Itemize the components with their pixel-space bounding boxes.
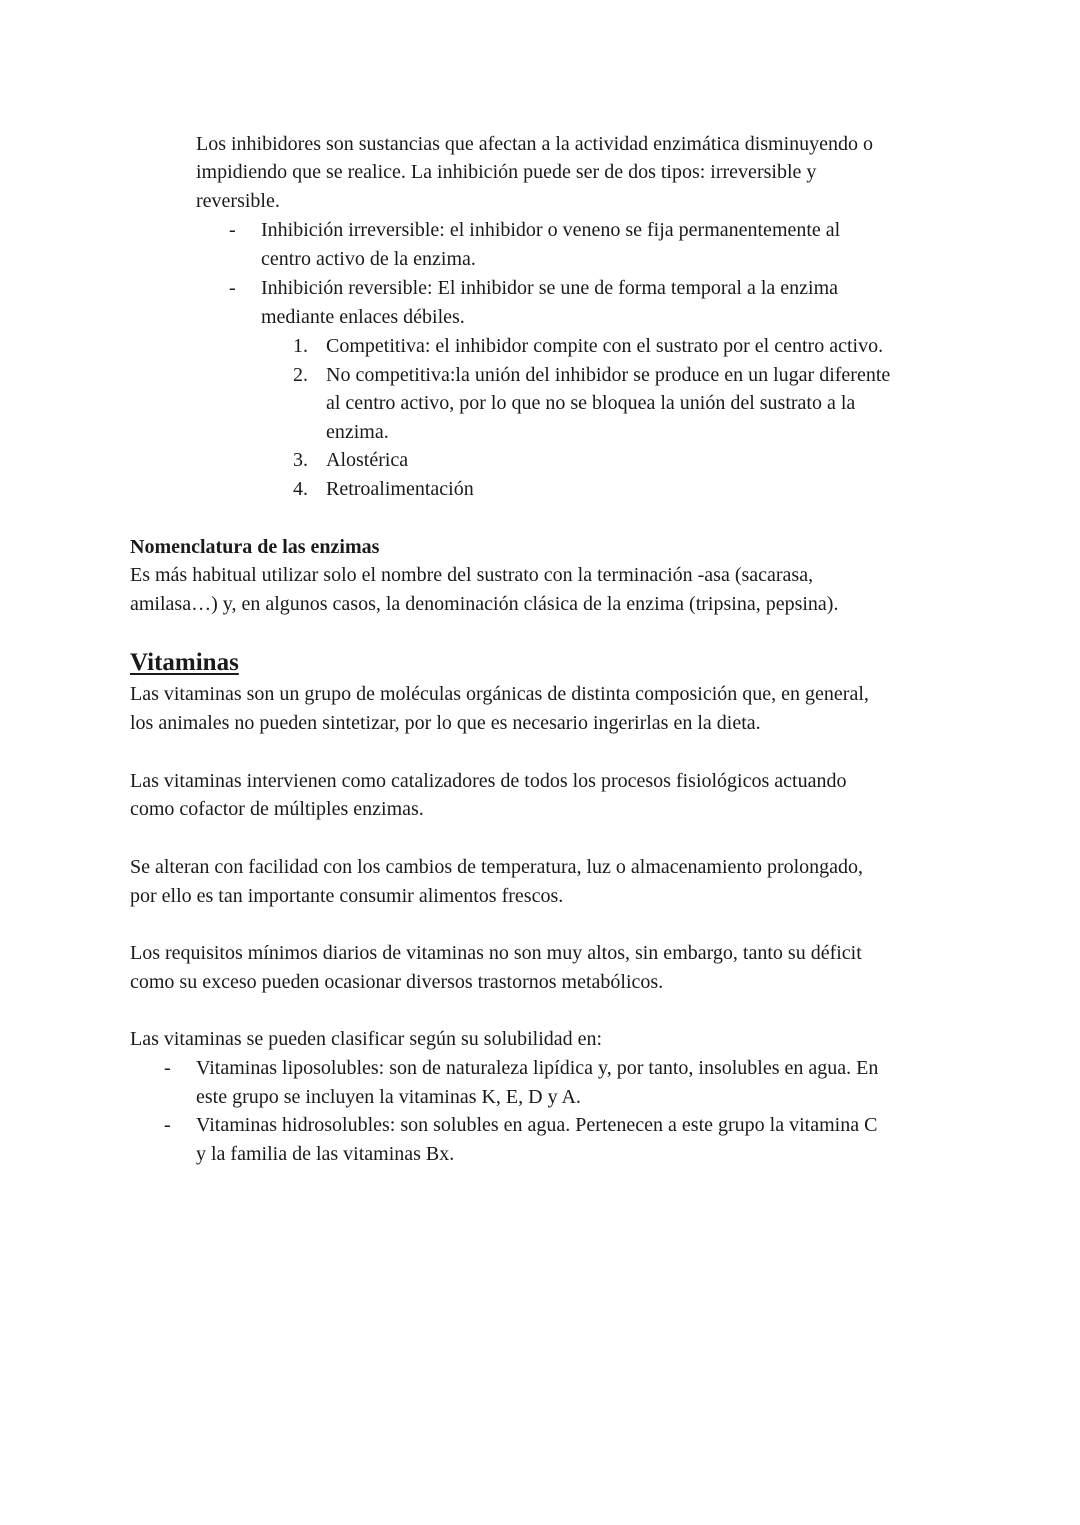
text-line: Las vitaminas son un grupo de moléculas orgánicas de distinta composición que, en general, [130, 683, 869, 705]
list-number: 4. [293, 478, 308, 500]
text-line: impidiendo que se realice. La inhibición puede ser de dos tipos: irreversible y [196, 161, 817, 183]
text-line: Se alteran con facilidad con los cambios de temperatura, luz o almacenamiento prolongado, [130, 856, 864, 878]
bullet-dash: - [229, 219, 236, 241]
classification-intro: Las vitaminas se pueden clasificar según su solubilidad en: [130, 1028, 603, 1050]
section-heading: Nomenclatura de las enzimas [130, 536, 380, 558]
bullet-dash: - [164, 1114, 171, 1136]
list-number: 2. [293, 364, 308, 386]
section-title: Vitaminas [130, 649, 239, 676]
text-line: mediante enlaces débiles. [261, 306, 465, 328]
text-line: Alostérica [326, 449, 409, 471]
list-number: 1. [293, 335, 308, 357]
text-line: centro activo de la enzima. [261, 248, 476, 270]
text-line: amilasa…) y, en algunos casos, la denominación clásica de la enzima (tripsina, pepsina). [130, 593, 839, 615]
text-line: como cofactor de múltiples enzimas. [130, 798, 424, 820]
text-line: Vitaminas hidrosolubles: son solubles en agua. Pertenecen a este grupo la vitamina C [196, 1114, 878, 1136]
text-line: y la familia de las vitaminas Bx. [196, 1143, 455, 1165]
list-number: 3. [293, 449, 308, 471]
text-line: Es más habitual utilizar solo el nombre del sustrato con la terminación -asa (sacarasa, [130, 564, 814, 586]
text-line: No competitiva:la unión del inhibidor se produce en un lugar diferente [326, 364, 891, 386]
text-line: Las vitaminas intervienen como catalizadores de todos los procesos fisiológicos actuando [130, 770, 847, 792]
text-line: reversible. [196, 190, 280, 212]
text-line: Inhibición reversible: El inhibidor se une de forma temporal a la enzima [261, 277, 839, 299]
text-line: Competitiva: el inhibidor compite con el sustrato por el centro activo. [326, 335, 884, 357]
text-line: Vitaminas liposolubles: son de naturaleza lipídica y, por tanto, insolubles en agua. En [196, 1057, 879, 1079]
text-line: por ello es tan importante consumir alimentos frescos. [130, 885, 564, 907]
text-line: Los requisitos mínimos diarios de vitaminas no son muy altos, sin embargo, tanto su déficit [130, 942, 862, 964]
text-line: Retroalimentación [326, 478, 474, 500]
text-line: los animales no pueden sintetizar, por lo que es necesario ingerirlas en la dieta. [130, 712, 761, 734]
text-line: Inhibición irreversible: el inhibidor o veneno se fija permanentemente al [261, 219, 841, 241]
text-line: enzima. [326, 421, 389, 443]
text-line: este grupo se incluyen la vitaminas K, E, D y A. [196, 1086, 581, 1108]
text-line: como su exceso pueden ocasionar diversos trastornos metabólicos. [130, 971, 664, 993]
bullet-dash: - [229, 277, 236, 299]
text-line: Los inhibidores son sustancias que afectan a la actividad enzimática disminuyendo o [196, 133, 874, 155]
text-line: al centro activo, por lo que no se bloquea la unión del sustrato a la [326, 392, 856, 414]
bullet-dash: - [164, 1057, 171, 1079]
